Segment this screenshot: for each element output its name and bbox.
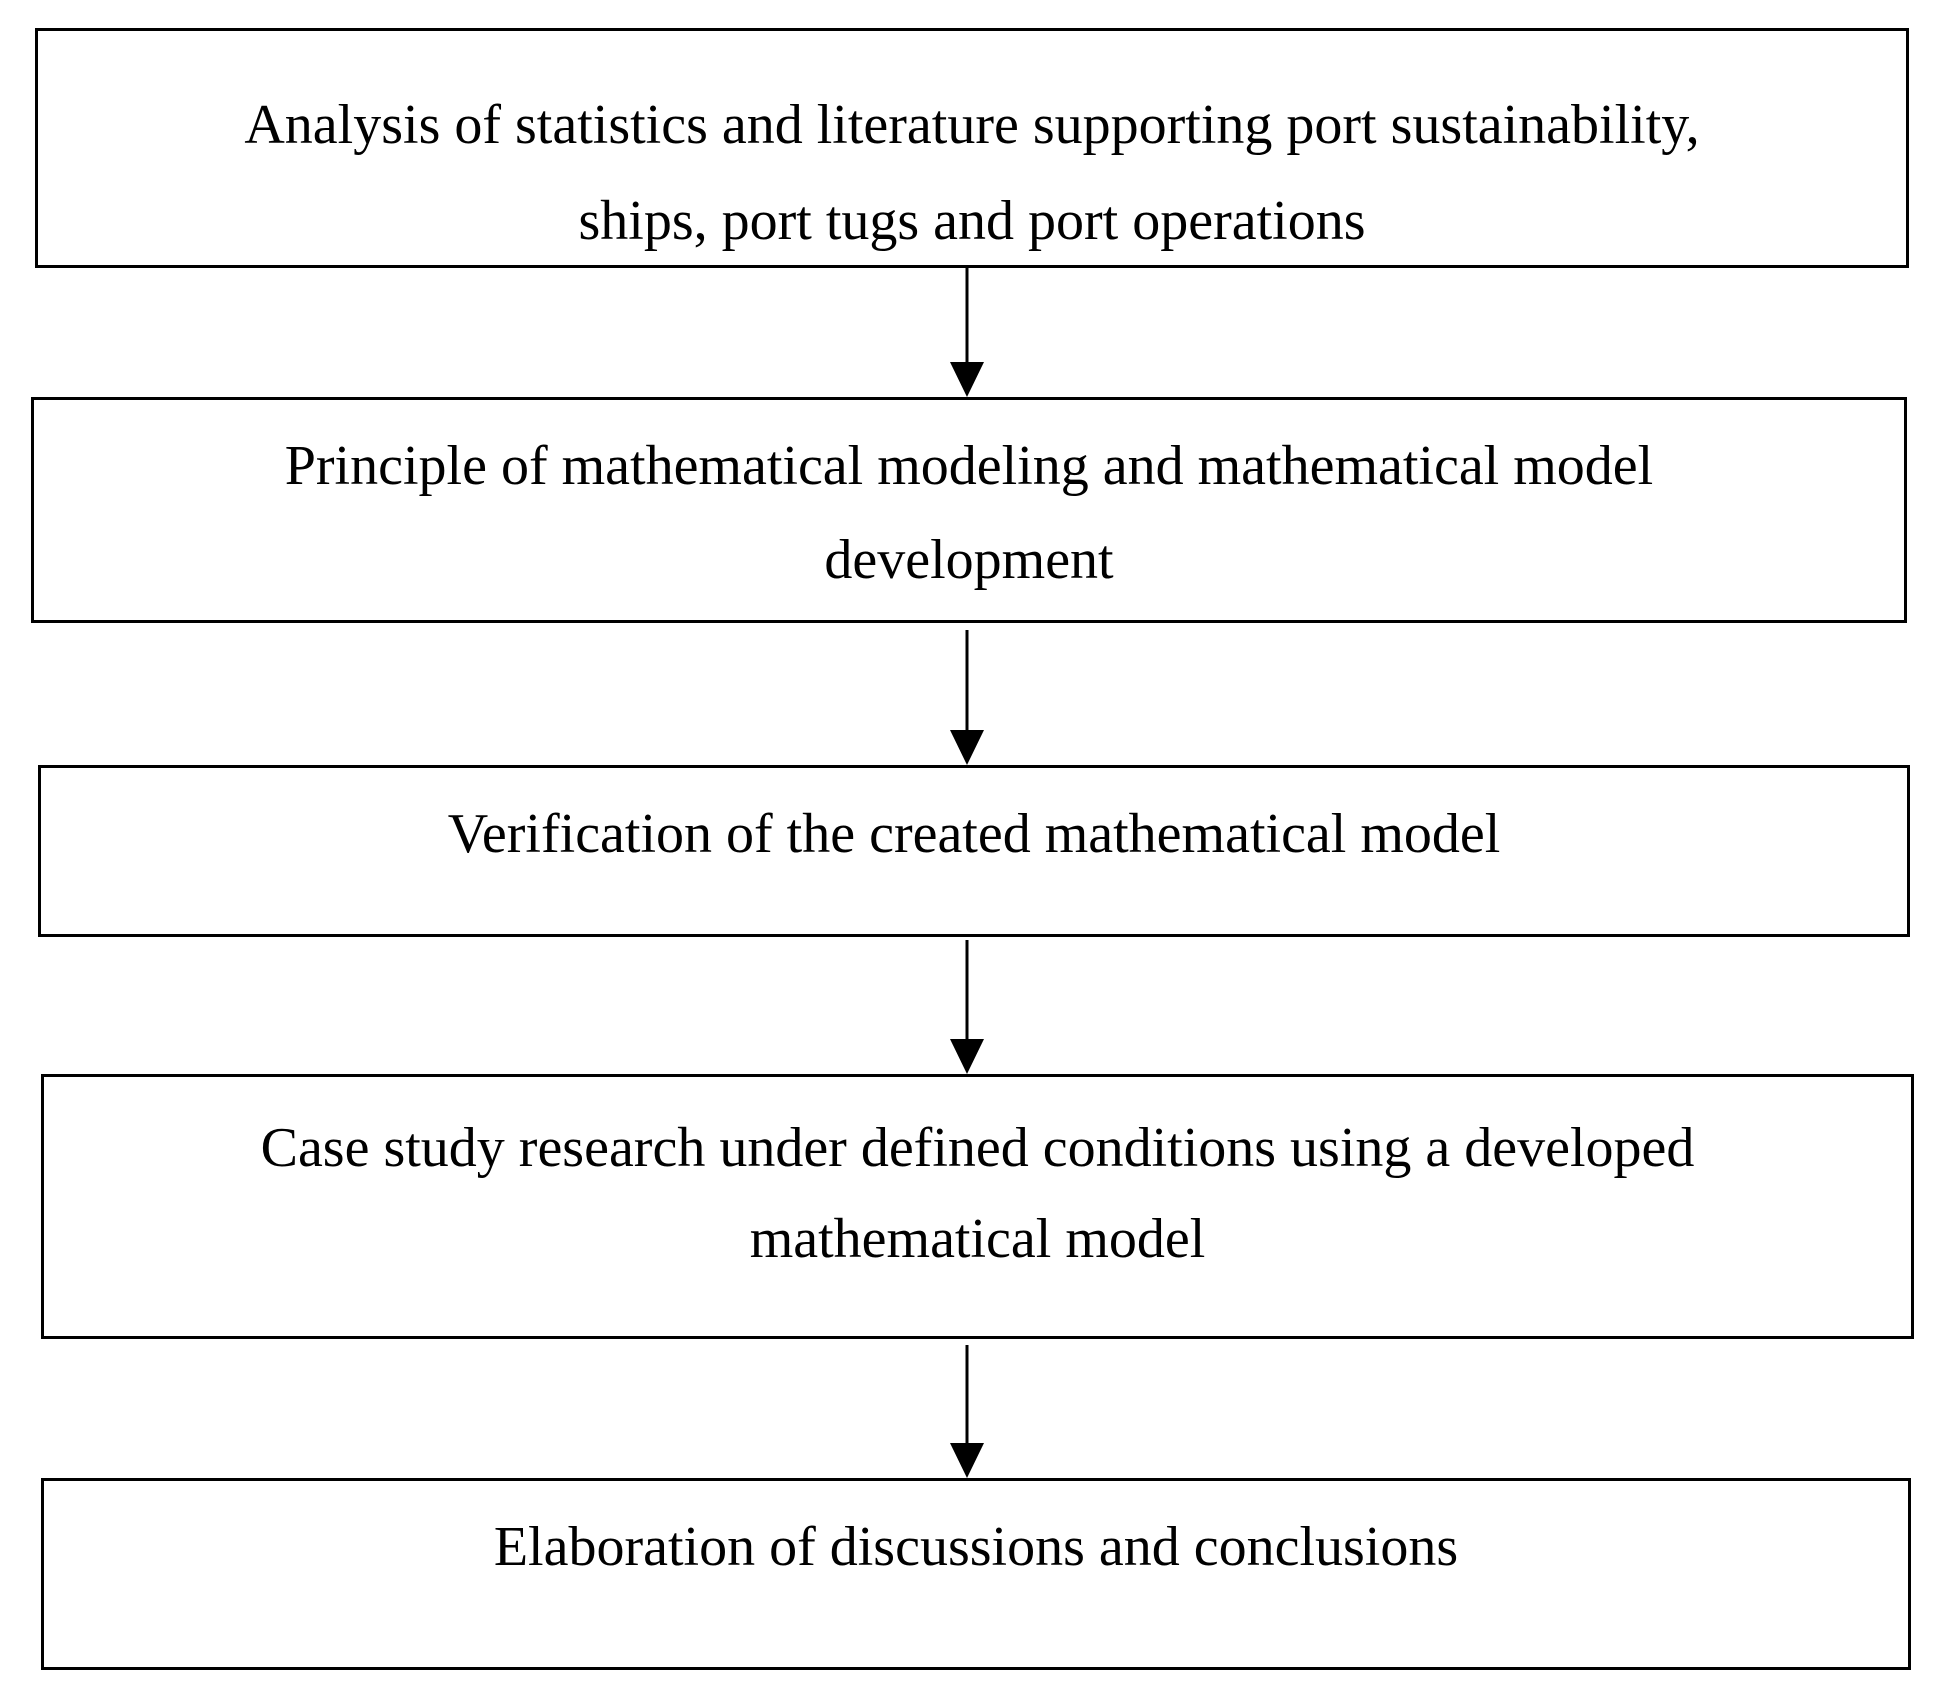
step-text-line: development (824, 529, 1114, 591)
step-box-case-study (41, 1074, 1914, 1339)
step-box-conclusions (41, 1478, 1911, 1670)
arrow-3-to-4 (950, 940, 984, 1074)
step-text-line: Analysis of statistics and literature supporting port sustainability, (244, 94, 1700, 156)
step-text-line: Elaboration of discussions and conclusions (493, 1516, 1459, 1578)
step-box-modeling (31, 397, 1907, 623)
step-text-line: Case study research under defined conditions using a developed (260, 1117, 1695, 1179)
arrow-2-to-3 (950, 630, 984, 765)
step-box-analysis (35, 28, 1909, 268)
step-text-line: Principle of mathematical modeling and mathematical model (284, 435, 1654, 497)
step-text-line: Verification of the created mathematical model (447, 803, 1501, 865)
arrow-4-to-5 (950, 1345, 984, 1478)
step-box-verification (38, 765, 1910, 937)
step-text-line: mathematical model (749, 1208, 1206, 1270)
arrow-1-to-2 (950, 260, 984, 397)
step-text-line: ships, port tugs and port operations (578, 190, 1366, 252)
